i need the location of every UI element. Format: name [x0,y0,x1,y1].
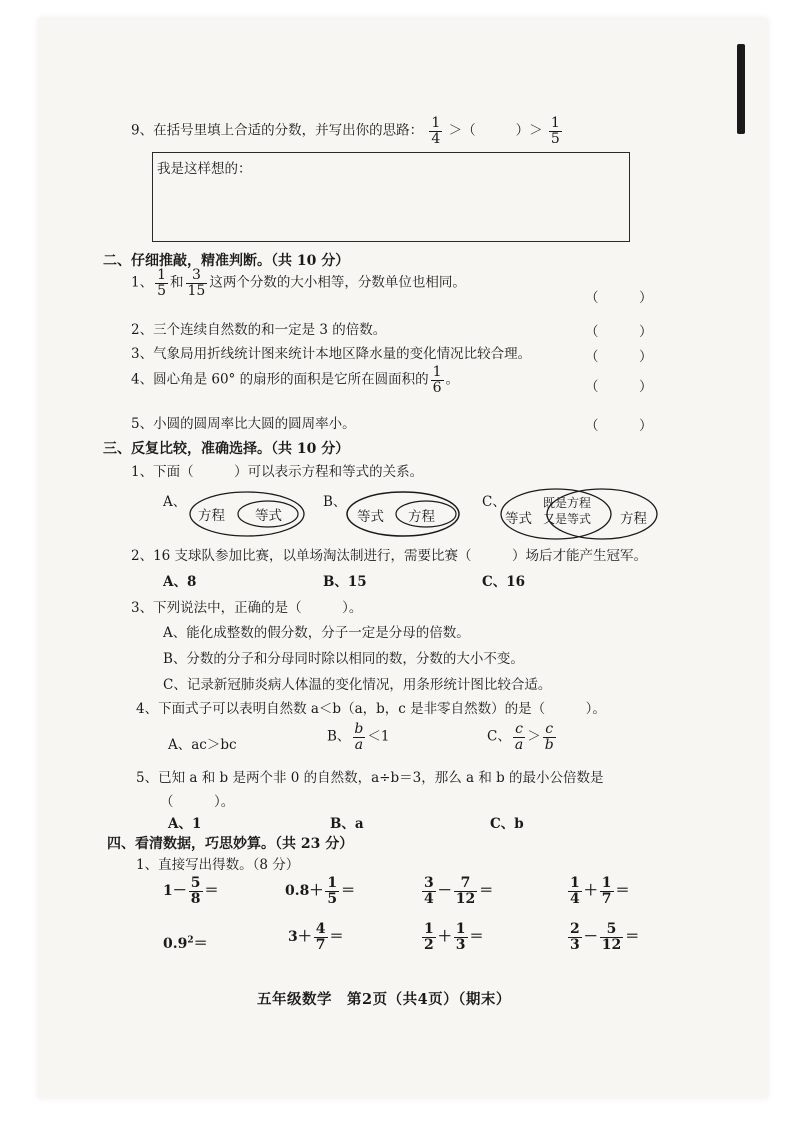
s3-q1-option-c-label[interactable]: C、 [482,494,506,510]
calc-r1-c3[interactable]: $\frac{3}{4}$ － $\frac{7}{12}$ ＝ [424,875,494,907]
s3-q5-option-c[interactable]: C、b [490,816,524,832]
s3-q1-option-a-label[interactable]: A、 [163,494,187,510]
q9-frac-right: $\frac{1}{5}$ [550,115,560,147]
s3-q2-option-c[interactable]: C、16 [482,574,526,590]
s3-q4: 4、下面式子可以表明自然数 a＜b（a，b，c 是非零自然数）的是（ ）。 [136,701,606,717]
calc-r2-c4[interactable]: $\frac{2}{3}$ － $\frac{5}{12}$ ＝ [570,921,640,953]
s3-q5-option-a[interactable]: A、1 [168,816,202,832]
s2-q1-answer[interactable]: （ ） [585,290,653,306]
page-footer: 五年级数学 第2页（共4页）（期末） [257,991,511,1008]
s3-q5-option-b[interactable]: B、a [330,816,364,832]
s2-q4: 4、圆心角是 60° 的扇形的面积是它所在圆面积的 $\frac{1}{6}$ 。 [131,364,460,396]
venn-c-overlap-label: 既是方程 又是等式 [543,496,592,526]
venn-c-left-label: 等式 [505,511,532,527]
calc-r1-c4[interactable]: $\frac{1}{4}$ ＋ $\frac{1}{7}$ ＝ [570,875,630,907]
s3-q3-option-a[interactable]: A、能化成整数的假分数，分子一定是分母的倍数。 [163,625,470,641]
s3-q4-option-c[interactable]: C、 $\frac{c}{a}$ ＞ $\frac{c}{b}$ [487,721,554,753]
s3-q2-option-b[interactable]: B、15 [323,574,367,590]
s3-q4-option-a[interactable]: A、ac＞bc [168,737,237,753]
s2-q1: 1、 $\frac{1}{5}$ 和 $\frac{3}{15}$ 这两个分数的大小相等，分数单位也相同。 [131,267,466,299]
scan-edge-mark [737,44,745,134]
q9-frac-left: $\frac{1}{4}$ [431,115,441,147]
calc-r1-c2[interactable]: 0.8＋ $\frac{1}{5}$ ＝ [285,875,356,907]
q9-gt-open: ＞（ [448,122,476,139]
venn-b-outer-label: 等式 [357,509,384,525]
s2-q5: 5、小圆的圆周率比大圆的圆周率小。 [131,416,356,432]
section3-title: 三、反复比较，准确选择。（共 10 分） [103,441,350,457]
section4-title: 四、看清数据，巧思妙算。（共 23 分） [107,836,354,852]
s4-q1: 1、直接写出得数。（8 分） [136,857,300,873]
venn-a-outer-label: 方程 [198,508,225,524]
s3-q4-option-b[interactable]: B、 $\frac{b}{a}$ ＜1 [327,721,390,753]
calc-r2-c1[interactable]: $0.9^2=$ [163,935,208,952]
s3-q3: 3、下列说法中，正确的是（ ）。 [131,600,363,616]
venn-c-right-label: 方程 [620,511,647,527]
q9-line [131,116,564,146]
s3-q1-option-b-label[interactable]: B、 [323,494,347,510]
q9-gt-close: ）＞ [515,122,543,139]
s3-q1: 1、下面（ ）可以表示方程和等式的关系。 [131,464,424,480]
s2-q4-answer[interactable]: （ ） [585,379,653,395]
s3-q5-line2: （ ）。 [160,794,235,810]
s2-q5-answer[interactable]: （ ） [585,418,653,434]
q9-text: 9、在括号里填上合适的分数，并写出你的思路： [131,122,424,139]
q9-box-label: 我是这样想的： [157,161,252,177]
s3-q5-line1: 5、已知 a 和 b 是两个非 0 的自然数，a÷b＝3，那么 a 和 b 的最小公倍数是 [136,770,604,786]
s3-q3-option-b[interactable]: B、分数的分子和分母同时除以相同的数，分数的大小不变。 [163,651,524,667]
s2-q3-answer[interactable]: （ ） [585,349,653,365]
s2-q3: 3、气象局用折线统计图来统计本地区降水量的变化情况比较合理。 [131,346,532,362]
s2-q2: 2、三个连续自然数的和一定是 3 的倍数。 [131,322,387,338]
venn-b-inner-label: 方程 [408,509,435,525]
s3-q2-option-a[interactable]: A、8 [163,574,197,590]
venn-a-inner-label: 等式 [255,508,282,524]
s3-q3-option-c[interactable]: C、记录新冠肺炎病人体温的变化情况，用条形统计图比较合适。 [163,677,552,693]
calc-r1-c1[interactable]: 1－ $\frac{5}{8}$ ＝ [163,875,219,907]
section2-title: 二、仔细推敲，精准判断。（共 10 分） [103,253,350,269]
q9-answer-box[interactable] [152,152,630,242]
s2-q2-answer[interactable]: （ ） [585,324,653,340]
s3-q2: 2、16 支球队参加比赛，以单场淘汰制进行，需要比赛（ ）场后才能产生冠军。 [131,548,648,564]
calc-r2-c2[interactable]: 3＋ $\frac{4}{7}$ ＝ [288,921,344,953]
calc-r2-c3[interactable]: $\frac{1}{2}$ ＋ $\frac{1}{3}$ ＝ [424,921,484,953]
